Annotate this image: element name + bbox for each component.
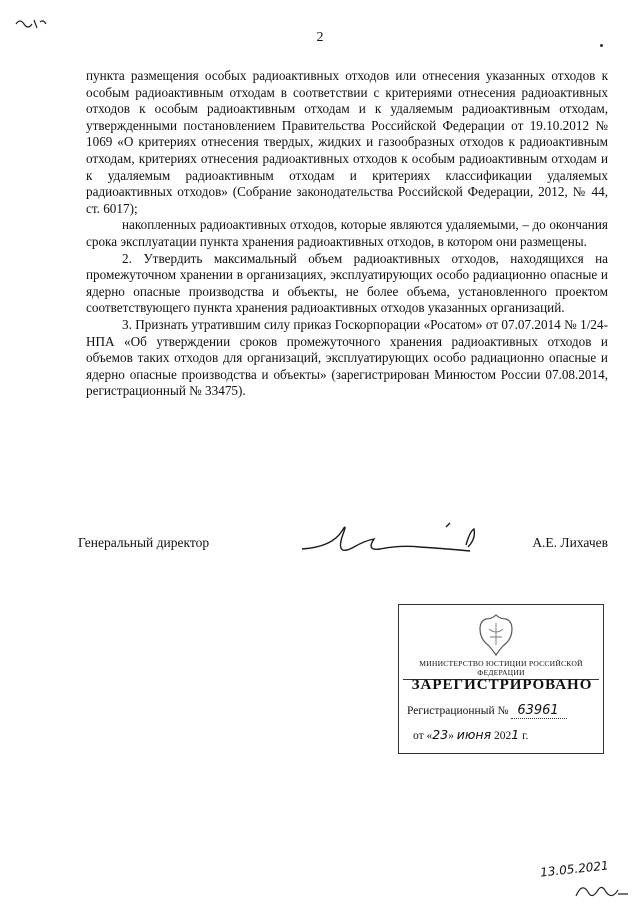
handwritten-signature (296, 515, 496, 565)
scan-speck (600, 44, 603, 47)
handwritten-initials (572, 878, 632, 902)
date-year-prefix: 202 (494, 730, 512, 742)
date-year-suffix: 1 (511, 727, 520, 742)
document-body (86, 68, 608, 400)
signature-block (78, 535, 608, 565)
date-suffix: г. (522, 730, 529, 742)
handwritten-date: 13.05.2021 (539, 858, 610, 880)
registration-number-value: 63961 (511, 703, 566, 719)
registered-label: ЗАРЕГИСТРИРОВАНО (411, 677, 593, 693)
registration-stamp (398, 604, 604, 754)
paragraph-item-2: 2. Утвердить максимальный объем радиоактивных отходов, находящихся на промежуточном хранении в организациях, эксплуатирующих особо радиационно опасные и ядерно опасные производства и объекты, не более объема, установленного проектом соответствующего пункта хранения радиоактивных отходов указанных организаций. (86, 250, 608, 316)
page-number: 2 (316, 30, 324, 45)
registration-number-line (407, 703, 567, 718)
paragraph-continued: пункта размещения особых радиоактивных отходов или отнесения указанных отходов к особым радиоактивным отходам в соответствии с критериями отнесения радиоактивных отходов к особым радиоактивным отходам и к удаляемым радиоактивным отходам, утвержденными постановлением Правительства Российской Федерации от 19.10.2012 № 1069 «О критериях отнесения твердых, жидких и газообразных отходов к радиоактивным отходам, критериях отнесения радиоактивных отходов к особым радиоактивным отходам и к удаляемым радиоактивным отходам и критериях классификации удаляемых радиоактивных отходов» (Собрание законодательства Российской Федерации, 2012, № 44, ст. 6017); (86, 68, 608, 216)
date-prefix: от (413, 730, 424, 742)
ministry-name: МИНИСТЕРСТВО ЮСТИЦИИ РОССИЙСКОЙ ФЕДЕРАЦИИ (403, 659, 599, 680)
paragraph-item-3: 3. Признать утратившим силу приказ Госкорпорации «Росатом» от 07.07.2014 № 1/24-НПА «Об утверждении сроков промежуточного хранения радиоактивных отходов и объемов таких отходов для организаций, эксплуатирующих особо радиационно опасные и ядерно опасные производства и объекты» (зарегистрирован Минюстом России 07.08.2014, регистрационный № 33475). (86, 316, 608, 399)
signatory-name: А.Е. Лихачев (532, 535, 608, 550)
date-day: 23 (432, 727, 449, 742)
registration-number-label: Регистрационный № (407, 705, 509, 717)
signatory-title: Генеральный директор (78, 535, 210, 550)
date-month: июня (456, 727, 492, 742)
coat-of-arms-emblem (475, 611, 517, 657)
paragraph-accumulated-waste: накопленных радиоактивных отходов, которые являются удаляемыми, – до окончания срока эксплуатации пункта хранения радиоактивных отходов, в котором они размещены. (86, 217, 608, 249)
registration-date-line: от «23» июня 2021 г. (413, 727, 529, 742)
